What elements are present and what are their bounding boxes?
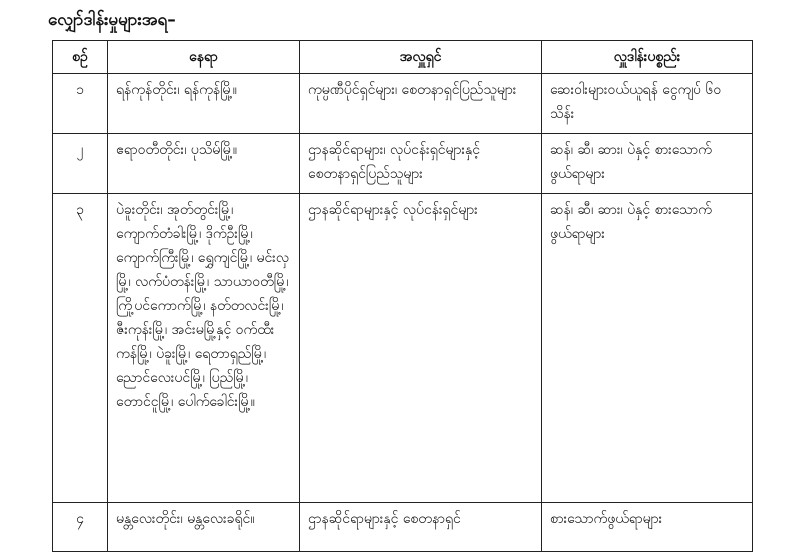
- page-heading: လျှော်ဒါန်းမှုများအရ–: [48, 10, 176, 30]
- row-donor: ဌာနဆိုင်ရာများနှင့် စေတနာရှင်: [300, 503, 542, 552]
- row-number: ၂: [53, 134, 108, 194]
- row-place: မန္တလေးတိုင်း၊ မန္တလေးခရိုင်။: [108, 503, 300, 552]
- row-items: ဆန်၊ ဆီ၊ ဆား၊ ပဲနှင့် စားသောက်ဖွယ်ရာများ: [542, 194, 753, 503]
- row-number: ၄: [53, 503, 108, 552]
- table-row: [53, 134, 753, 194]
- row-number: ၃: [53, 194, 108, 503]
- table-row: [53, 74, 753, 134]
- donation-table: [52, 40, 753, 552]
- row-items: ဆန်၊ ဆီ၊ ဆား၊ ပဲနှင့် စားသောက်ဖွယ်ရာများ: [542, 134, 753, 194]
- row-place: ဧရာဝတီတိုင်း၊ ပုသိမ်မြို့။: [108, 134, 300, 194]
- row-number: ၁: [53, 74, 108, 134]
- header-donor: အလှူရှင်: [300, 41, 542, 74]
- row-place: ရန်ကုန်တိုင်း၊ ရန်ကုန်မြို့။: [108, 74, 300, 134]
- row-donor: ဌာနဆိုင်ရာများ၊ လုပ်ငန်းရှင်များနှင့်စေတနာရှင်ပြည်သူများ: [300, 134, 542, 194]
- table-row: [53, 503, 753, 552]
- table-row: [53, 194, 753, 503]
- row-items: ဆေးဝါးများဝယ်ယူရန် ငွေကျပ် ၆၀ သိန်း: [542, 74, 753, 134]
- header-items: လှူဒါန်းပစ္စည်း: [542, 41, 753, 74]
- row-items: စားသောက်ဖွယ်ရာများ: [542, 503, 753, 552]
- table-header-row: [53, 41, 753, 74]
- header-place: နေရာ: [108, 41, 300, 74]
- row-place: ပဲခူးတိုင်း၊ အုတ်တွင်းမြို့၊ ကျောက်တံခါးမြို့၊ ဒိုက်ဦးမြို့၊ ကျောက်ကြီးမြို့၊ ရွှေကျင်မြို့၊ မင်းလှမြို့၊ လက်ပံတန်းမြို့၊ သာယာဝတီမြို့၊ ကြို့ပင်ကောက်မြို့၊ နတ်တလင်းမြို့၊ ဇီးကုန်းမြို့၊ အင်းမမြို့နှင့် ဝက်ထီးကန်မြို့၊ ပဲခူးမြို့၊ ရေတာရှည်မြို့၊ ညောင်လေးပင်မြို့၊ ပြည်မြို့၊ တောင်ငူမြို့၊ ပေါက်ခေါင်းမြို့။: [108, 194, 300, 503]
- row-donor: ဌာနဆိုင်ရာများနှင့် လုပ်ငန်းရှင်များ: [300, 194, 542, 503]
- header-number: စဉ်: [53, 41, 108, 74]
- row-donor: ကုမ္ပဏီပိုင်ရှင်များ၊ စေတနာရှင်ပြည်သူများ: [300, 74, 542, 134]
